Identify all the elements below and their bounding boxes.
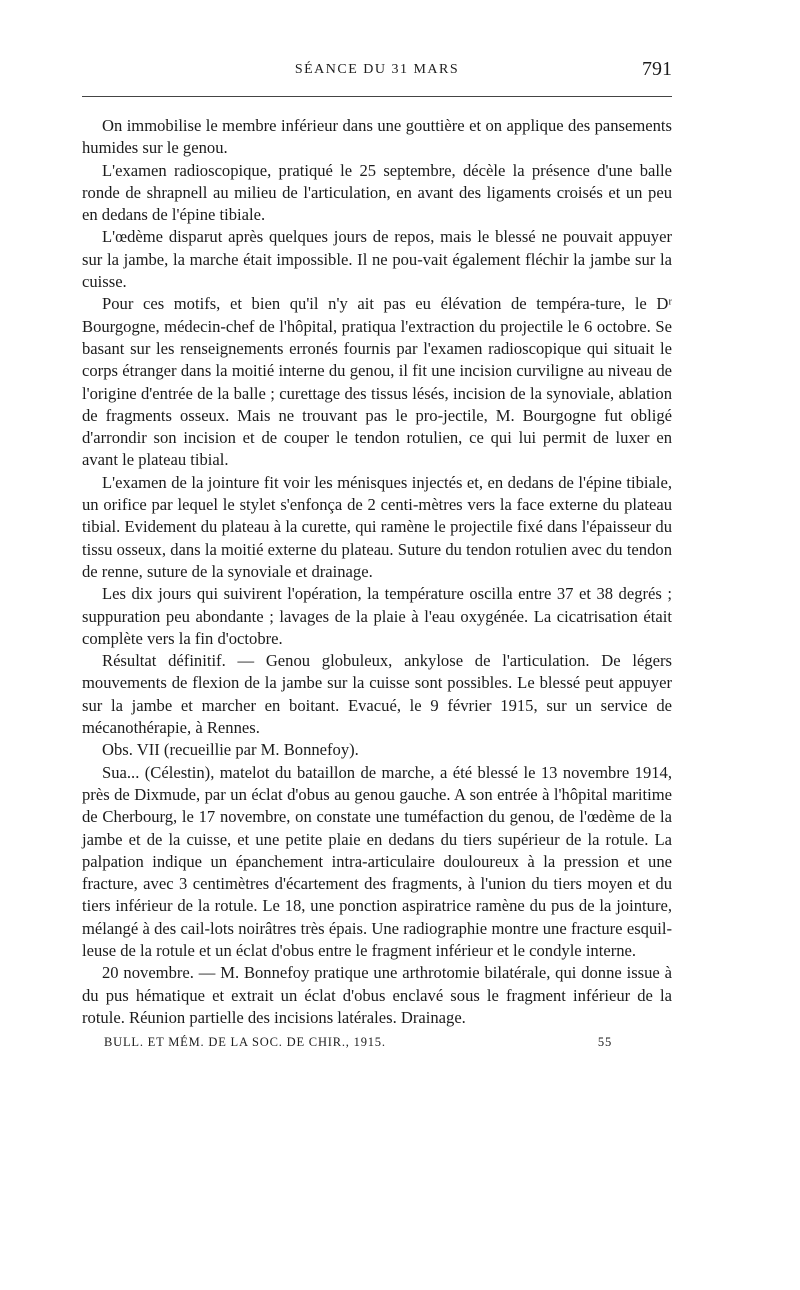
- document-page: [82, 58, 672, 1055]
- footer-sheet-number: 55: [597, 1035, 612, 1050]
- paragraph-2: L'examen radioscopique, pratiqué le 25 septembre, décèle la présence d'une balle ronde de shrapnell au milieu de l'articulation, en avant des ligaments croisés et un peu en dedans de l'épine tibiale.: [82, 160, 672, 225]
- running-title: SÉANCE DU 31 MARS: [294, 62, 460, 77]
- footer-signature: BULL. ET MÉM. DE LA SOC. DE CHIR., 1915.: [104, 1035, 386, 1050]
- body-text: [82, 115, 672, 1029]
- paragraph-9: Sua... (Célestin), matelot du bataillon de marche, a été blessé le 13 novembre 1914, près de Dixmude, par un éclat d'obus au genou gauche. A son entrée à l'hôpital maritime de Cherbourg, le 17 novembre, on constate une tuméfaction du genou, de l'œdème de la jambe et de la cuisse, et une petite plaie en dedans du tiers supérieur de la rotule. La palpation indique un épanchement intra-articulaire douloureux à la pression et une fracture, avec 3 centimètres d'écartement des fragments, à l'union du tiers moyen et du tiers inférieur de la rotule. Le 18, une ponction aspiratrice ramène du pus de la jointure, mélangé à des cail-lots noirâtres très épais. Une radiographie montre une fracture esquil-leuse de la rotule et un éclat d'obus entre le fragment inférieur et le condyle interne.: [82, 762, 672, 960]
- header-rule: [82, 96, 672, 97]
- paragraph-10: 20 novembre. — M. Bonnefoy pratique une arthrotomie bilatérale, qui donne issue à du pus hématique et extrait un éclat d'obus enclavé sous le fragment inférieur de la rotule. Réunion partielle des incisions latérales. Drainage.: [82, 963, 672, 1027]
- page-number: 791: [642, 58, 672, 80]
- paragraph-7: Résultat définitif. — Genou globuleux, ankylose de l'articulation. De légers mouvements de flexion de la jambe sur la cuisse sont possibles. Le blessé peut appuyer sur la jambe et marcher en boitant. Evacué, le 9 février 1915, sur un service de mécanothérapie, à Rennes.: [82, 651, 672, 738]
- paragraph-5: L'examen de la jointure fit voir les ménisques injectés et, en dedans de l'épine tibiale, un orifice par lequel le stylet s'enfonça de 2 centi-mètres vers la face externe du plateau tibial. Evidement du plateau à la curette, qui ramène le projectile fixé dans l'épaisseur du tissu osseux, dans la moitié externe du plateau. Suture du tendon rotulien avec du tendon de renne, suture de la synoviale et drainage.: [82, 472, 672, 581]
- running-head: [82, 58, 672, 86]
- paragraph-6: Les dix jours qui suivirent l'opération, la température oscilla entre 37 et 38 degrés ; suppuration peu abondante ; lavages de la plaie à l'eau oxygénée. La cicatrisation était complète vers la fin d'octobre.: [82, 584, 672, 648]
- paragraph-1: On immobilise le membre inférieur dans une gouttière et on applique des pansements humides sur le genou.: [82, 116, 672, 158]
- paragraph-4: Pour ces motifs, et bien qu'il n'y ait pas eu élévation de tempéra-ture, le Dʳ Bourgogne, médecin-chef de l'hôpital, pratiqua l'extraction du projectile le 6 octobre. Se basant sur les renseignements erronés fournis par l'examen radioscopique qui situait le corps étranger dans la moitié interne du genou, il fit une incision curviligne au niveau de l'origine d'entrée de la balle ; curettage des tissus lésés, incision de la synoviale, ablation de fragments osseux. Mais ne trouvant pas le pro-jectile, M. Bourgogne fut obligé d'arrondir son incision et de couper le tendon rotulien, ce qui lui permit de luxer en avant le plateau tibial.: [82, 294, 672, 470]
- observation-heading: Obs. VII (recueillie par M. Bonnefoy).: [102, 740, 359, 760]
- footer: [82, 1035, 672, 1055]
- paragraph-3: L'œdème disparut après quelques jours de repos, mais le blessé ne pouvait appuyer sur la jambe, la marche était impossible. Il ne pou-vait également fléchir la jambe sur la cuisse.: [82, 227, 672, 292]
